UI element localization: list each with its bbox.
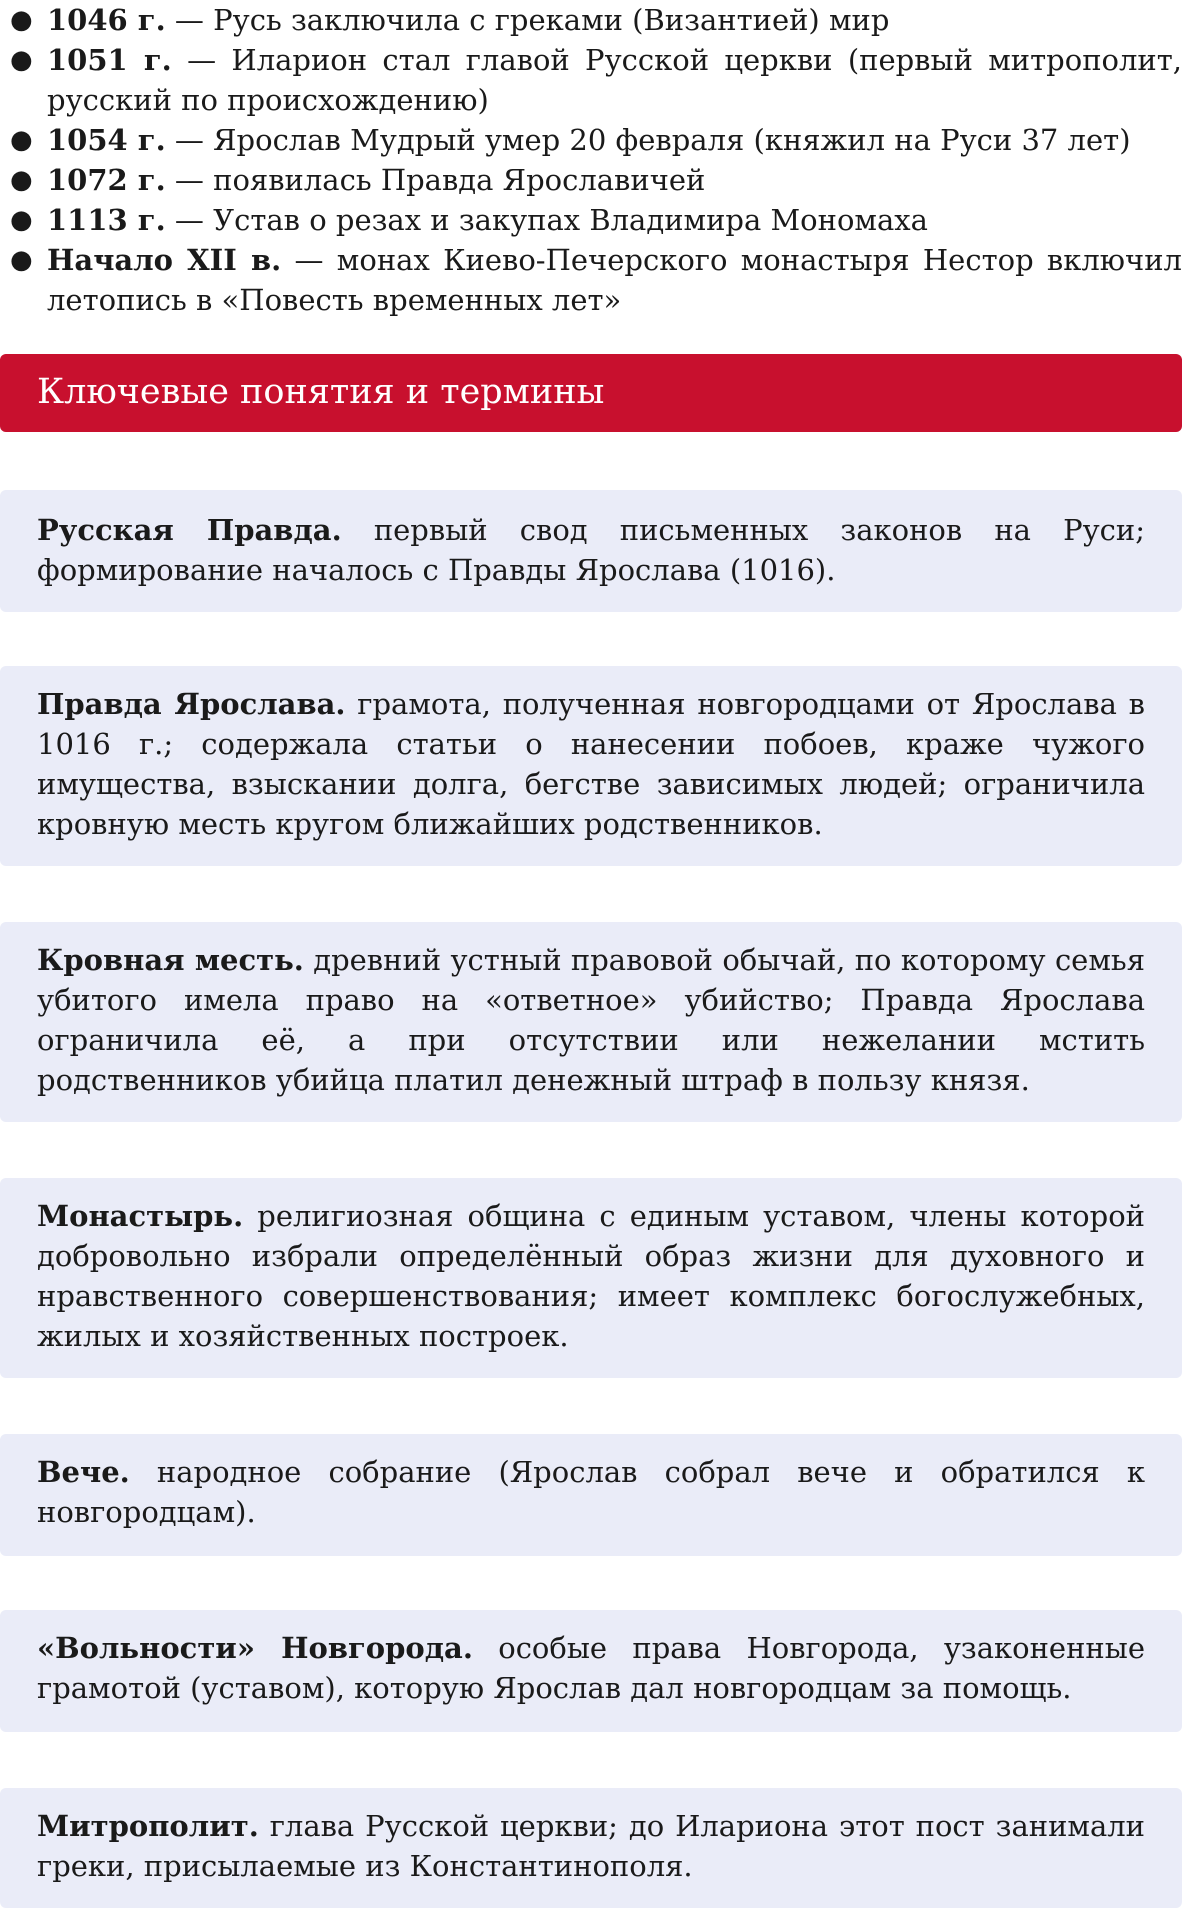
timeline-date: 1072 г. [47,163,166,197]
bullet-icon: ● [10,45,33,75]
timeline-text: — Ярослав Мудрый умер 20 февраля (княжил на Руси 37 лет) [165,123,1131,157]
term-card [0,490,1182,612]
timeline-item [0,0,1182,40]
bullet-icon: ● [10,125,33,155]
term-title: Монастырь. [37,1199,244,1233]
term-text: народное собрание (Ярослав собрал вече и обратился к новгородцам). [37,1455,1145,1529]
timeline-text: — Русь заключила с греками (Византией) мир [165,3,890,37]
term-text: первый свод письменных законов на Руси; формирование началось с Правды Ярослава (1016). [37,513,1146,587]
timeline-item [0,160,1182,200]
bullet-icon: ● [10,5,33,35]
term-card [0,1434,1182,1556]
timeline-date: 1054 г. [47,123,166,157]
term-card [0,666,1182,866]
timeline-item [0,120,1182,160]
term-title: Правда Ярослава. [37,687,346,721]
timeline-item [0,40,1182,120]
bullet-icon: ● [10,165,33,195]
term-title: Русская Правда. [37,513,342,547]
term-card [0,1178,1182,1378]
term-text: глава Русской церкви; до Илариона этот пост занимали греки, присылаемые из Константинополя. [37,1809,1145,1883]
timeline-text: — монах Киево-Печерского монастыря Нестор включил летопись в «Повесть временных лет» [47,243,1182,317]
term-text: древний устный правовой обычай, по которому семья убитого имела право на «ответное» убийство; Правда Ярослава ограничила её, а при отсутствии или нежелании мстить родственников убийца платил денежный штраф в пользу князя. [37,943,1145,1097]
term-title: «Вольности» Новгорода. [37,1631,473,1665]
timeline-date: 1051 г. [47,43,172,77]
term-title: Вече. [37,1455,130,1489]
term-title: Кровная месть. [37,943,304,977]
timeline-list [0,0,1182,320]
timeline-item [0,200,1182,240]
term-card [0,1788,1182,1908]
timeline-date: 1113 г. [47,203,166,237]
bullet-icon: ● [10,205,33,235]
timeline-text: — Иларион стал главой Русской церкви (первый митрополит, русский по происхождению) [47,43,1182,117]
timeline-date: 1046 г. [47,3,166,37]
timeline-text: — появилась Правда Ярославичей [165,163,706,197]
term-card [0,922,1182,1122]
bullet-icon: ● [10,245,33,275]
term-card [0,1610,1182,1732]
section-title: Ключевые понятия и термины [37,372,605,412]
timeline-item [0,240,1182,320]
section-header [0,354,1182,432]
term-text: грамота, полученная новгородцами от Ярослава в 1016 г.; содержала статьи о нанесении побоев, краже чужого имущества, взыскании долга, бегстве зависимых людей; ограничила кровную месть кругом ближайших родственников. [37,687,1145,841]
term-text: религиозная община с единым уставом, члены которой добровольно избрали определённый образ жизни для духовного и нравственного совершенствования; имеет комплекс богослужебных, жилых и хозяйственных построек. [37,1199,1145,1353]
term-title: Митрополит. [37,1809,259,1843]
timeline-date: Начало XII в. [47,243,282,277]
term-text: особые права Новгорода, узаконенные грамотой (уставом), которую Ярослав дал новгородцам за помощь. [37,1631,1145,1705]
timeline-text: — Устав о резах и закупах Владимира Мономаха [165,203,928,237]
